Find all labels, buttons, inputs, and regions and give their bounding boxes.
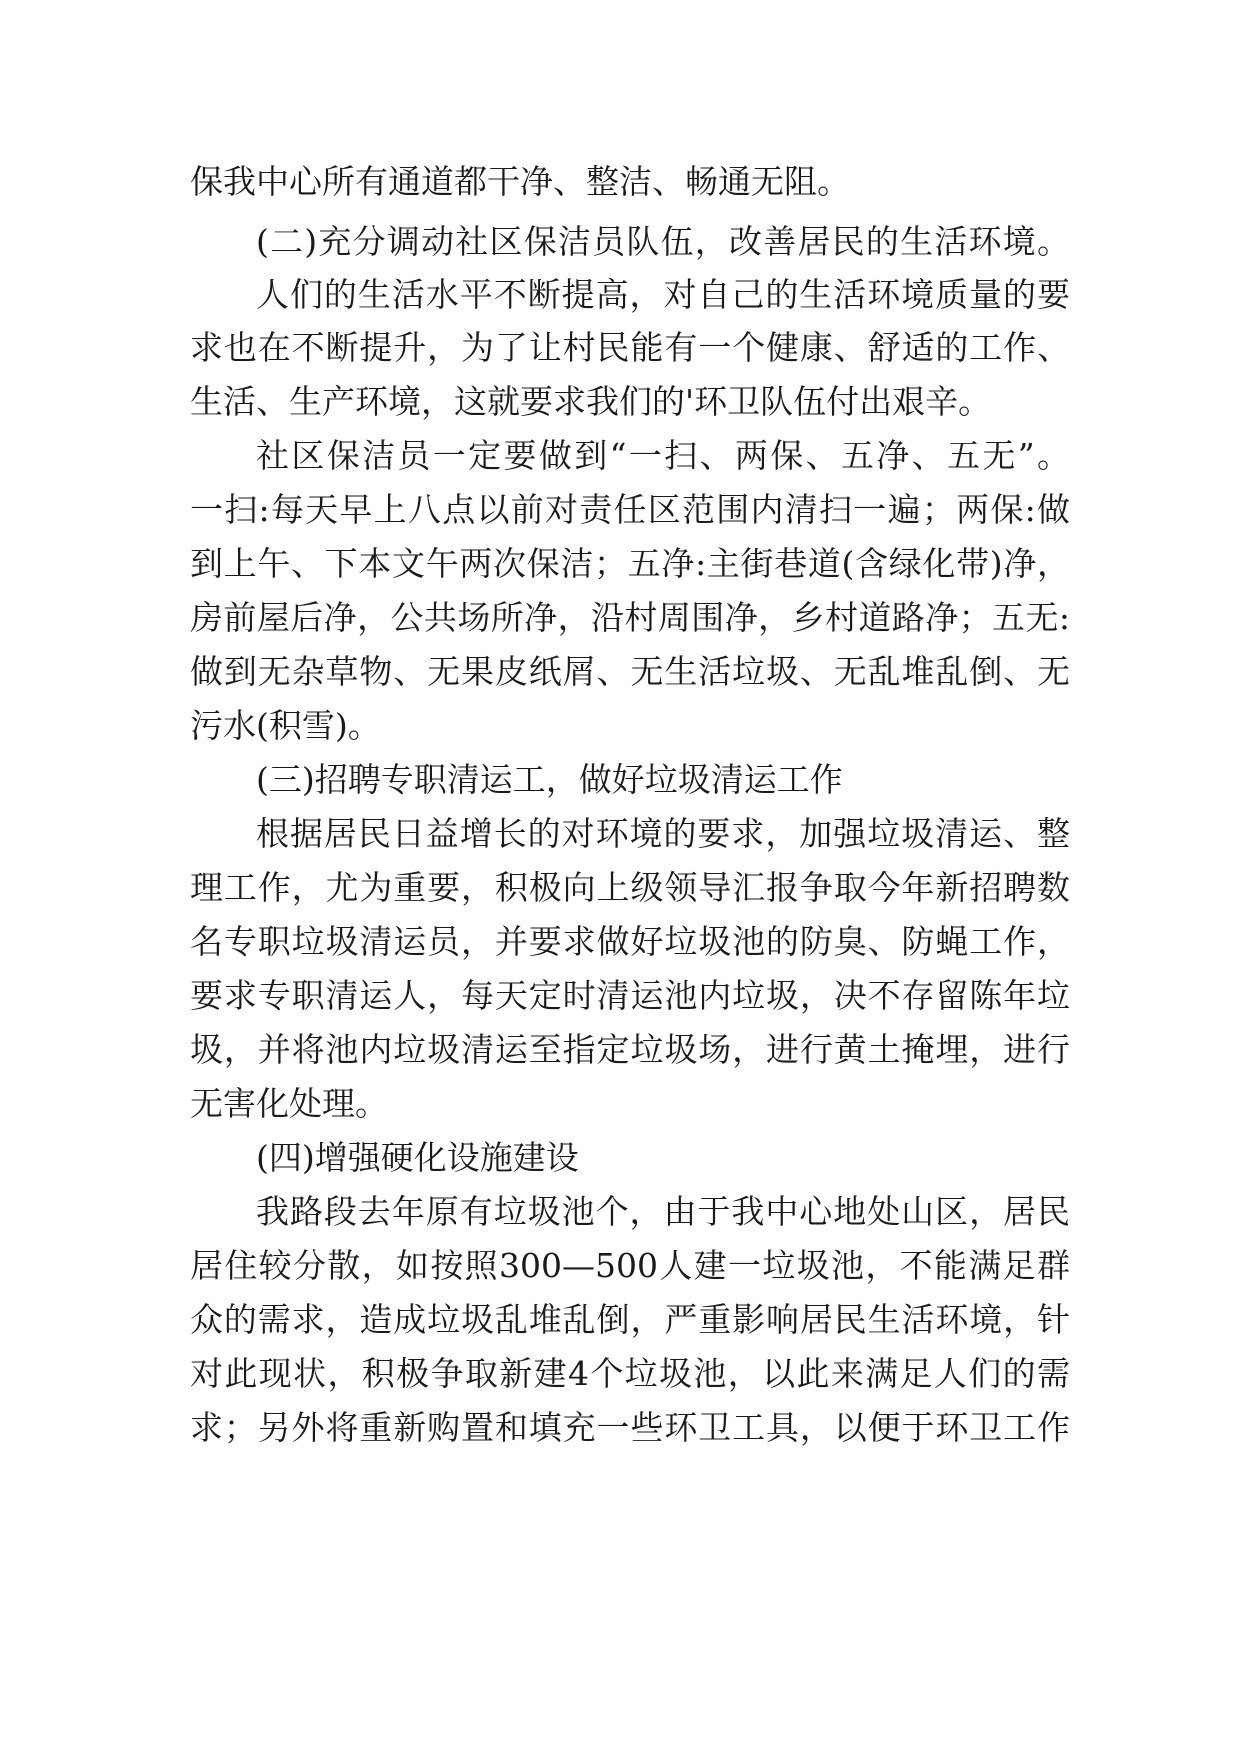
section-heading: (三)招聘专职清运工，做好垃圾清运工作 bbox=[256, 760, 843, 799]
paragraph-line: 社区保洁员一定要做到“一扫、两保、五净、五无”。 bbox=[256, 436, 1070, 475]
paragraph-line: 污水(积雪)。 bbox=[190, 706, 381, 745]
paragraph-line: 生活、生产环境，这就要求我们的'环卫队伍付出艰辛。 bbox=[190, 382, 992, 421]
paragraph-line: 求也在不断提升，为了让村民能有一个健康、舒适的工作、 bbox=[190, 328, 1070, 367]
paragraph-line: 理工作，尤为重要，积极向上级领导汇报争取今年新招聘数 bbox=[190, 868, 1070, 907]
paragraph-line: 人们的生活水平不断提高，对自己的生活环境质量的要 bbox=[256, 275, 1070, 314]
paragraph-line: 到上午、下本文午两次保洁；五净:主街巷道(含绿化带)净， bbox=[190, 544, 1070, 583]
section-heading: (四)增强硬化设施建设 bbox=[256, 1138, 579, 1177]
paragraph-line: 圾，并将池内垃圾清运至指定垃圾场，进行黄土掩埋，进行 bbox=[190, 1030, 1070, 1069]
paragraph-line: 居住较分散，如按照300—500人建一垃圾池，不能满足群 bbox=[190, 1246, 1070, 1285]
paragraph-line: 求；另外将重新购置和填充一些环卫工具，以便于环卫工作 bbox=[190, 1408, 1070, 1447]
paragraph-line: 一扫:每天早上八点以前对责任区范围内清扫一遍；两保:做 bbox=[190, 490, 1070, 529]
paragraph-line: 名专职垃圾清运员，并要求做好垃圾池的防臭、防蝇工作， bbox=[190, 922, 1070, 961]
paragraph-line: 做到无杂草物、无果皮纸屑、无生活垃圾、无乱堆乱倒、无 bbox=[190, 652, 1070, 691]
paragraph-line: 房前屋后净，公共场所净，沿村周围净，乡村道路净；五无: bbox=[190, 598, 1070, 637]
paragraph-line: 对此现状，积极争取新建4个垃圾池，以此来满足人们的需 bbox=[190, 1354, 1070, 1393]
paragraph-line: 众的需求，造成垃圾乱堆乱倒，严重影响居民生活环境，针 bbox=[190, 1300, 1070, 1339]
paragraph-line: 根据居民日益增长的对环境的要求，加强垃圾清运、整 bbox=[256, 814, 1070, 853]
paragraph-line: 我路段去年原有垃圾池个，由于我中心地处山区，居民 bbox=[256, 1192, 1070, 1231]
paragraph-line: 保我中心所有通道都干净、整洁、畅通无阻。 bbox=[190, 162, 850, 201]
section-heading: (二)充分调动社区保洁员队伍，改善居民的生活环境。 bbox=[256, 222, 1070, 261]
paragraph-line: 无害化处理。 bbox=[190, 1084, 388, 1123]
paragraph-line: 要求专职清运人，每天定时清运池内垃圾，决不存留陈年垃 bbox=[190, 976, 1070, 1015]
